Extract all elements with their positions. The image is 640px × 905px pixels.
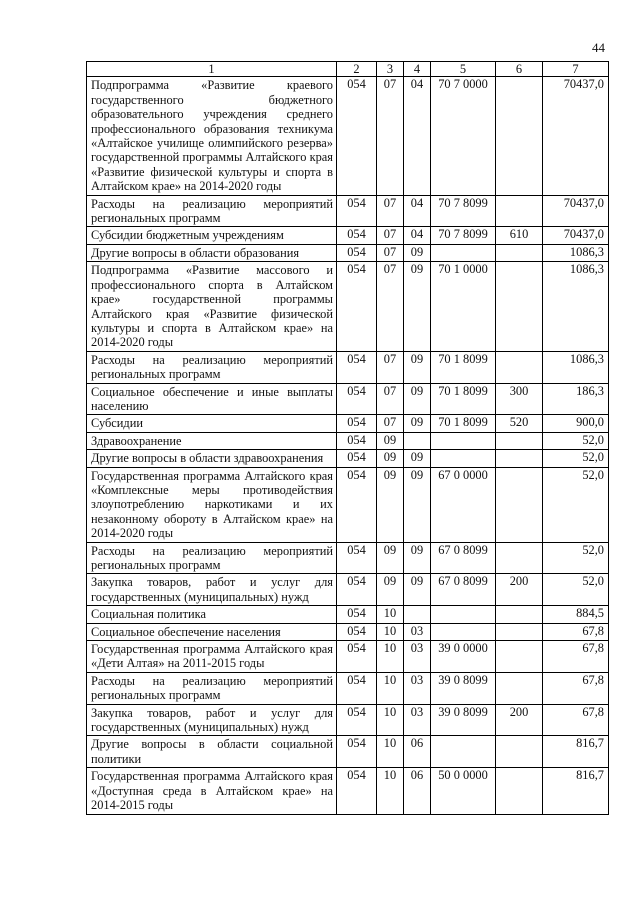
row-c4-cell: 04: [404, 195, 431, 227]
row-c7-cell: 900,0: [543, 415, 609, 432]
row-c7-cell: 52,0: [543, 542, 609, 574]
table-row: [87, 195, 609, 227]
row-c7-cell: 1086,3: [543, 262, 609, 351]
row-name-cell: Субсидии бюджетным учреждениям: [87, 227, 337, 244]
header-cell: 4: [404, 62, 431, 77]
header-cell: 6: [496, 62, 543, 77]
row-name-cell: Государственная программа Алтайского края «Дети Алтая» на 2011-2015 годы: [87, 641, 337, 673]
header-cell: 1: [87, 62, 337, 77]
row-c6-cell: 300: [496, 383, 543, 415]
row-c2-cell: 054: [337, 77, 377, 195]
row-c2-cell: 054: [337, 736, 377, 768]
row-c4-cell: 03: [404, 641, 431, 673]
row-c5-cell: 70 7 0000: [431, 77, 496, 195]
row-c4-cell: 03: [404, 672, 431, 704]
row-c3-cell: 07: [377, 262, 404, 351]
table-row: [87, 623, 609, 640]
row-c7-cell: 816,7: [543, 768, 609, 814]
row-name-cell: Социальное обеспечение населения: [87, 623, 337, 640]
row-c5-cell: 50 0 0000: [431, 768, 496, 814]
row-c7-cell: 1086,3: [543, 244, 609, 261]
row-name-cell: Подпрограмма «Развитие массового и профессионального спорта в Алтайском крае» государственной программы Алтайского края «Развитие физической культуры и спорта в Алтайском крае» на 2014-2020 годы: [87, 262, 337, 351]
row-c6-cell: 200: [496, 574, 543, 606]
row-c6-cell: 610: [496, 227, 543, 244]
row-c3-cell: 09: [377, 542, 404, 574]
row-c7-cell: 67,8: [543, 704, 609, 736]
row-c2-cell: 054: [337, 768, 377, 814]
row-c5-cell: 67 0 8099: [431, 542, 496, 574]
row-c6-cell: [496, 672, 543, 704]
row-c6-cell: [496, 467, 543, 542]
row-c4-cell: 06: [404, 768, 431, 814]
row-c6-cell: [496, 542, 543, 574]
table-row: [87, 704, 609, 736]
page-number: 44: [592, 40, 605, 55]
row-c4-cell: [404, 606, 431, 623]
row-c6-cell: 200: [496, 704, 543, 736]
table-row: [87, 244, 609, 261]
row-c6-cell: [496, 450, 543, 467]
header-cell: 3: [377, 62, 404, 77]
row-name-cell: Подпрограмма «Развитие краевого государственного бюджетного образовательного учреждения среднего профессионального образования техникума «Алтайское училище олимпийского резерва» государственной программы Алтайского края «Развитие физической культуры и спорта в Алтайском крае» на 2014-2020 годы: [87, 77, 337, 195]
row-c6-cell: [496, 641, 543, 673]
row-c5-cell: 39 0 8099: [431, 672, 496, 704]
row-c5-cell: [431, 244, 496, 261]
row-c6-cell: [496, 432, 543, 449]
row-c4-cell: 09: [404, 351, 431, 383]
row-c5-cell: 39 0 8099: [431, 704, 496, 736]
row-c3-cell: 07: [377, 351, 404, 383]
row-name-cell: Субсидии: [87, 415, 337, 432]
row-c4-cell: 04: [404, 227, 431, 244]
table-row: [87, 606, 609, 623]
row-c3-cell: 07: [377, 415, 404, 432]
table-row: [87, 574, 609, 606]
row-c2-cell: 054: [337, 450, 377, 467]
row-c5-cell: 70 7 8099: [431, 195, 496, 227]
row-c7-cell: 70437,0: [543, 227, 609, 244]
row-name-cell: Другие вопросы в области здравоохранения: [87, 450, 337, 467]
row-c4-cell: 09: [404, 383, 431, 415]
row-name-cell: Расходы на реализацию мероприятий региональных программ: [87, 351, 337, 383]
row-c3-cell: 10: [377, 672, 404, 704]
row-name-cell: Расходы на реализацию мероприятий региональных программ: [87, 195, 337, 227]
row-c2-cell: 054: [337, 383, 377, 415]
row-name-cell: Другие вопросы в области образования: [87, 244, 337, 261]
row-c5-cell: [431, 623, 496, 640]
header-cell: 7: [543, 62, 609, 77]
row-c4-cell: 09: [404, 467, 431, 542]
row-c3-cell: 09: [377, 432, 404, 449]
row-c4-cell: 04: [404, 77, 431, 195]
row-c4-cell: 06: [404, 736, 431, 768]
table-row: [87, 641, 609, 673]
row-c6-cell: 520: [496, 415, 543, 432]
row-c3-cell: 07: [377, 383, 404, 415]
row-c6-cell: [496, 623, 543, 640]
table-row: [87, 542, 609, 574]
table-row: [87, 77, 609, 195]
row-c2-cell: 054: [337, 195, 377, 227]
row-c5-cell: 39 0 0000: [431, 641, 496, 673]
row-c3-cell: 09: [377, 450, 404, 467]
row-c2-cell: 054: [337, 704, 377, 736]
row-c2-cell: 054: [337, 227, 377, 244]
row-c4-cell: [404, 432, 431, 449]
row-c2-cell: 054: [337, 606, 377, 623]
table-row: [87, 415, 609, 432]
row-c3-cell: 10: [377, 736, 404, 768]
table-row: [87, 227, 609, 244]
row-name-cell: Закупка товаров, работ и услуг для государственных (муниципальных) нужд: [87, 574, 337, 606]
row-c3-cell: 10: [377, 641, 404, 673]
row-c2-cell: 054: [337, 672, 377, 704]
row-c5-cell: 70 7 8099: [431, 227, 496, 244]
row-c7-cell: 1086,3: [543, 351, 609, 383]
row-c4-cell: 09: [404, 262, 431, 351]
row-name-cell: Расходы на реализацию мероприятий региональных программ: [87, 672, 337, 704]
row-c7-cell: 186,3: [543, 383, 609, 415]
row-c3-cell: 10: [377, 768, 404, 814]
row-c6-cell: [496, 195, 543, 227]
table-row: [87, 383, 609, 415]
row-c5-cell: 67 0 8099: [431, 574, 496, 606]
row-c4-cell: 09: [404, 415, 431, 432]
row-c6-cell: [496, 351, 543, 383]
row-name-cell: Здравоохранение: [87, 432, 337, 449]
row-c3-cell: 10: [377, 623, 404, 640]
row-c3-cell: 10: [377, 704, 404, 736]
row-c6-cell: [496, 77, 543, 195]
row-c5-cell: 67 0 0000: [431, 467, 496, 542]
row-c2-cell: 054: [337, 244, 377, 261]
row-c2-cell: 054: [337, 432, 377, 449]
budget-table: [86, 61, 609, 815]
table-row: [87, 432, 609, 449]
row-c3-cell: 09: [377, 574, 404, 606]
row-c4-cell: 09: [404, 574, 431, 606]
row-c7-cell: 52,0: [543, 574, 609, 606]
row-c5-cell: 70 1 8099: [431, 415, 496, 432]
row-name-cell: Закупка товаров, работ и услуг для государственных (муниципальных) нужд: [87, 704, 337, 736]
table-row: [87, 672, 609, 704]
header-cell: 2: [337, 62, 377, 77]
row-c6-cell: [496, 736, 543, 768]
row-name-cell: Расходы на реализацию мероприятий региональных программ: [87, 542, 337, 574]
row-name-cell: Социальная политика: [87, 606, 337, 623]
table-row: [87, 467, 609, 542]
row-c2-cell: 054: [337, 542, 377, 574]
row-name-cell: Государственная программа Алтайского края «Комплексные меры противодействия злоупотреблению наркотиками и их незаконному обороту в Алтайском крае» на 2014-2020 годы: [87, 467, 337, 542]
row-c6-cell: [496, 262, 543, 351]
row-c7-cell: 884,5: [543, 606, 609, 623]
row-name-cell: Государственная программа Алтайского края «Доступная среда в Алтайском крае» на 2014-2015 годы: [87, 768, 337, 814]
table-row: [87, 351, 609, 383]
row-c3-cell: 07: [377, 195, 404, 227]
row-c7-cell: 52,0: [543, 432, 609, 449]
row-c4-cell: 09: [404, 542, 431, 574]
row-c7-cell: 67,8: [543, 672, 609, 704]
header-row: [87, 62, 609, 77]
row-c4-cell: 03: [404, 704, 431, 736]
row-c2-cell: 054: [337, 262, 377, 351]
row-c6-cell: [496, 768, 543, 814]
row-c7-cell: 52,0: [543, 467, 609, 542]
row-c3-cell: 09: [377, 467, 404, 542]
table-row: [87, 262, 609, 351]
row-c6-cell: [496, 244, 543, 261]
row-c4-cell: 09: [404, 244, 431, 261]
row-c2-cell: 054: [337, 623, 377, 640]
table-row: [87, 736, 609, 768]
row-c7-cell: 67,8: [543, 641, 609, 673]
row-c6-cell: [496, 606, 543, 623]
row-c5-cell: [431, 450, 496, 467]
row-c4-cell: 09: [404, 450, 431, 467]
row-c5-cell: 70 1 0000: [431, 262, 496, 351]
row-c2-cell: 054: [337, 467, 377, 542]
row-c5-cell: 70 1 8099: [431, 351, 496, 383]
row-c5-cell: [431, 736, 496, 768]
row-c2-cell: 054: [337, 641, 377, 673]
row-name-cell: Другие вопросы в области социальной политики: [87, 736, 337, 768]
row-c7-cell: 816,7: [543, 736, 609, 768]
row-name-cell: Социальное обеспечение и иные выплаты населению: [87, 383, 337, 415]
row-c7-cell: 67,8: [543, 623, 609, 640]
row-c3-cell: 07: [377, 227, 404, 244]
row-c7-cell: 70437,0: [543, 77, 609, 195]
table-row: [87, 768, 609, 814]
row-c5-cell: 70 1 8099: [431, 383, 496, 415]
header-cell: 5: [431, 62, 496, 77]
table-row: [87, 450, 609, 467]
row-c3-cell: 10: [377, 606, 404, 623]
row-c7-cell: 70437,0: [543, 195, 609, 227]
row-c4-cell: 03: [404, 623, 431, 640]
row-c5-cell: [431, 432, 496, 449]
row-c3-cell: 07: [377, 77, 404, 195]
row-c5-cell: [431, 606, 496, 623]
row-c2-cell: 054: [337, 574, 377, 606]
row-c2-cell: 054: [337, 351, 377, 383]
row-c3-cell: 07: [377, 244, 404, 261]
row-c2-cell: 054: [337, 415, 377, 432]
row-c7-cell: 52,0: [543, 450, 609, 467]
